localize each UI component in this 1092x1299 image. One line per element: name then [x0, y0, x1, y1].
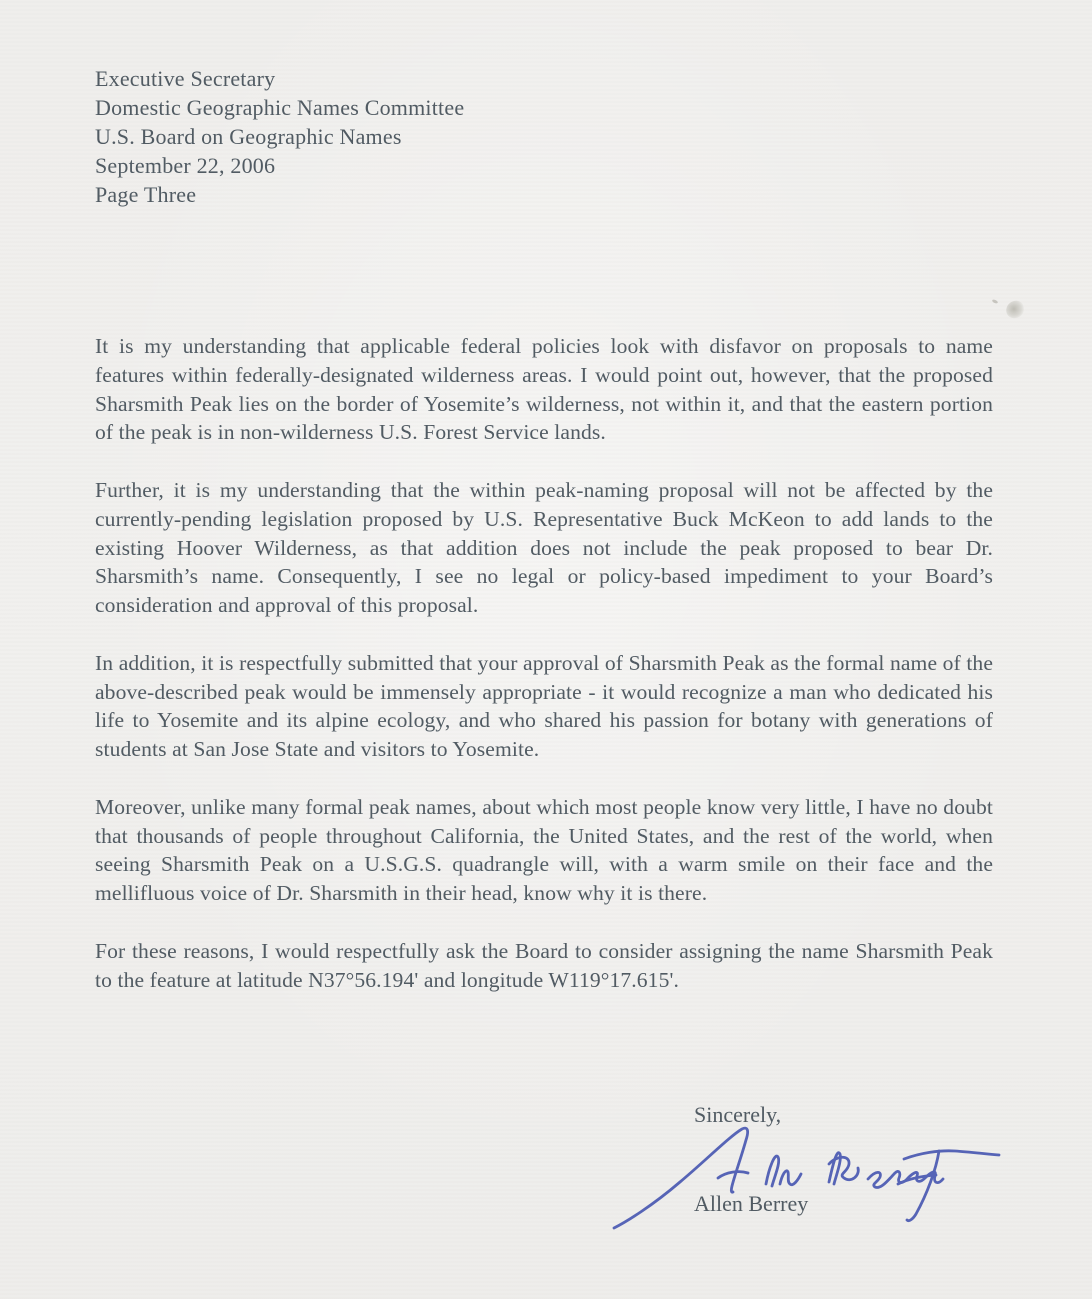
letter-paragraph: Moreover, unlike many formal peak names, about which most people know very little, I have no doubt that thousands of people throughout California, the United States, and the rest of the world, when seeing Sharsmith Peak on a U.S.G.S. quadrangle will, with a warm smile on their face and the mellifluous voice of Dr. Sharsmith in their head, know why it is there.	[95, 794, 993, 906]
header-line-recipient-title: Executive Secretary	[95, 66, 276, 91]
header-line-date: September 22, 2006	[95, 153, 276, 178]
letter-paragraph: It is my understanding that applicable federal policies look with disfavor on proposals to name features within federally-designated wilderness areas. I would point out, however, that the proposed Sharsmith Peak lies on the border of Yosemite’s wilderness, not within it, and that the eastern portion of the peak is in non-wilderness U.S. Forest Service lands.	[95, 334, 993, 445]
header-line-page-number: Page Three	[95, 182, 197, 207]
letter-body	[95, 64, 993, 1023]
header-line-committee: Domestic Geographic Names Committee	[95, 95, 465, 120]
letter-paragraphs	[95, 332, 993, 994]
header-line-board: U.S. Board on Geographic Names	[95, 124, 402, 149]
letter-paragraph: For these reasons, I would respectfully ask the Board to consider assigning the name Sharsmith Peak to the feature at latitude N37°56.194' and longitude W119°17.615'.	[95, 938, 993, 992]
signer-name: Allen Berrey	[694, 1191, 809, 1216]
letter-paragraph: Further, it is my understanding that the within peak-naming proposal will not be affected by the currently-pending legislation proposed by U.S. Representative Buck McKeon to add lands to the existing Hoover Wilderness, as that addition does not include the peak proposed to bear Dr. Sharsmith’s name. Consequently, I see no legal or policy-based impediment to your Board’s consideration and approval of this proposal.	[95, 477, 993, 618]
handwritten-signature-image	[608, 1118, 1008, 1238]
closing-salutation: Sincerely,	[694, 1102, 782, 1127]
letter-header	[95, 64, 993, 209]
closing-block	[694, 1100, 1092, 1216]
scan-smudge-artifact	[1004, 299, 1026, 320]
letter-paragraph: In addition, it is respectfully submitted that your approval of Sharsmith Peak as the formal name of the above-described peak would be immensely appropriate - it would recognize a man who dedicated his life to Yosemite and its alpine ecology, and who shared his passion for botany with generations of students at San Jose State and visitors to Yosemite.	[95, 650, 993, 762]
